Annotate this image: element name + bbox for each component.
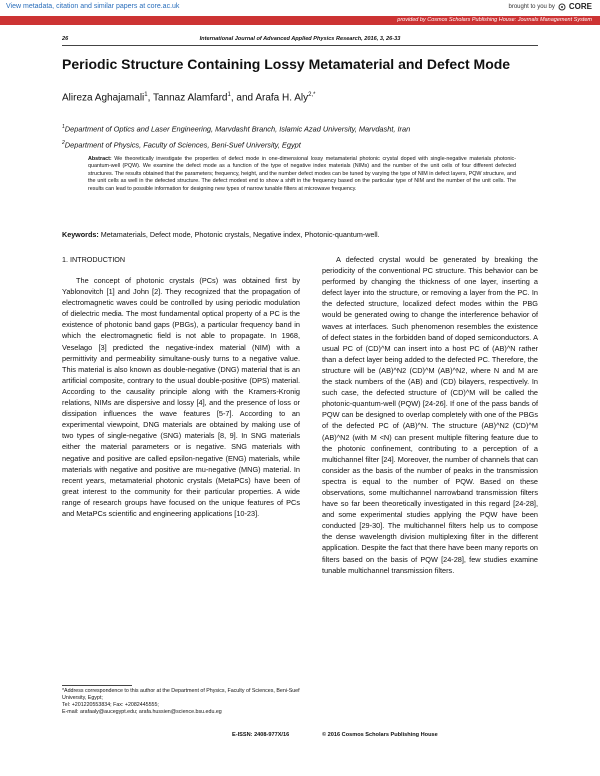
abstract bbox=[88, 156, 516, 193]
footer-copyright: © 2016 Cosmos Scholars Publishing House bbox=[322, 732, 438, 738]
core-logo-icon bbox=[558, 3, 566, 11]
page-number: 26 bbox=[62, 36, 69, 42]
affiliation bbox=[62, 140, 301, 149]
core-banner bbox=[0, 0, 600, 16]
abstract-label: Abstract: bbox=[88, 156, 112, 162]
provided-by-text[interactable]: provided by Cosmos Scholars Publishing House: Journals Management System bbox=[397, 17, 592, 23]
header-rule bbox=[62, 45, 538, 46]
provided-by-bar bbox=[0, 16, 600, 25]
footnote-line: *Address correspondence to this author at the Department of Physics, Faculty of Sciences, Beni-Suef University, Egypt; bbox=[62, 688, 300, 701]
affiliation bbox=[62, 124, 410, 133]
correspondence-footnote bbox=[62, 688, 302, 716]
keywords bbox=[62, 230, 538, 239]
paper-title: Periodic Structure Containing Lossy Metamaterial and Defect Mode bbox=[62, 56, 511, 72]
author-name: Alireza Aghajamali bbox=[62, 92, 145, 104]
keywords-text: Metamaterials, Defect mode, Photonic crystals, Negative index, Photonic-quantum-well. bbox=[100, 230, 380, 239]
brought-to-you-text: brought to you by bbox=[508, 3, 555, 10]
body-column-left: The concept of photonic crystals (PCs) was obtained first by Yablonovitch [1] and John [2]. They recognized that the propagation of electromagnetic waves could be controlled by using periodic modulation of dielectric media. The most fundamental optical property of a PC is the existence of photonic band gaps (PBGs), a particular frequency band in which the electromagnetic field is not able to propagate. In 1968, Veselago [3] predicted the negative-index material (NIM) with a permittivity and permeability simultane-ously turns to a negative value. This material is also known as double-negative (DNG) material that is an artificial composite, contrary to the usual double-positive (DPS) material. According to the causality principle along with the Kramers-Kronig relations, NIMs are dispersive and lossy [4], and the presence of loss or dissipation influences the wave features [5-7]. According to an experimental viewpoint, DNG materials are obtained by making use of two types of single-negative (SNG) materials [8, 9]. In SNG materials either the material parameters or is negative. SNG materials with negative and positive are called epsilon-negative (ENG) materials, while materials with negative and positive are mu-negative (MNG) material. In recent years, metamaterial photonic crystals (MetaPCs) have been of great interest to the community for their particular properties. A wide range of research groups have focused on the unique features of PCs and MetaPCs scientific and engineering applications [10-23]. bbox=[62, 276, 300, 518]
affiliation-sup: 1 bbox=[62, 124, 65, 130]
footnote-rule bbox=[62, 685, 132, 686]
author-separator: , and bbox=[230, 92, 256, 104]
journal-citation: International Journal of Advanced Applied Physics Research, 2016, 3, 26-33 bbox=[199, 36, 401, 42]
footnote-line: Tel: +201220553834; Fax: +2082445555; bbox=[62, 702, 159, 708]
author-separator: , bbox=[147, 92, 153, 104]
author-affil-sup: 2,* bbox=[308, 92, 316, 98]
footer-issn: E-ISSN: 2408-977X/16 bbox=[232, 732, 290, 738]
body-column-right: A defected crystal would be generated by breaking the periodicity of the conventional PC structure. This behavior can be performed by changing the thickness of one layer, inserting a defect layer into the structure, or removing a layer from the PC. In the defected structure, localized defect modes within the PBG would be generated owing to change the interference behavior of waves at interfaces. Such phenomenon resembles the existence of defect states in the forbidden band of doped semiconductors. A usual PC of (CD)^M can insert into a host PC of (AB)^N rather than a defect layer being added to the defected PC. Therefore, the structure will be (AB)^N2 (CD)^M (AB)^N2, where N and M are the stack numbers of the (AB) and (CD) bilayers, respectively. In such case, the defected structure of (CD)^M will be called the photonic-quantum-well (PQW) [24-26]. If one of the pass bands of PQW can be designed to overlap completely with one of the PBGs of the defected PC of (AB)^N. The structure (AB)^N2 (CD)^M (AB)^N2 (with M <N) can present multiple filtering feature due to the photonic confinement, contributing to a perception of a multichannel filter [24]. Moreover, the number of channels that can consider as the basis of the number of peaks in the transmission spectra is equal to the number of PQW. Based on these observations, some multichannel narrowband transmission filters have so far been theoretically investigated in this regard [24-28], and some experimental studies applying the PQW have been conducted [29-30]. The multichannel filters help us to compose the dense wavelength division multiplexing filter in the different application. Despite the fact that there have been many reports on filters based on the basis of PQW [24-28], few studies examine tunable multichannel transmission filters. bbox=[322, 255, 538, 575]
footnote-line: E-mail: arafaaly@aucegypt.edu; arafa.hussien@science.bsu.edu.eg bbox=[62, 709, 222, 715]
author-affil-sup: 1 bbox=[144, 92, 148, 98]
core-logo-text[interactable]: CORE bbox=[568, 2, 592, 11]
abstract-text: We theoretically investigate the properties of defect mode in one-dimensional lossy metamaterial photonic crystal doped with single-negative materials photonic-quantum-well (PQW). We examine the defect mode as a function of the type of negative index materials (NIMs) and the number of the unit cells of four different defected structures. The results obtained that the parameters; frequency, height, and the number defect modes can be tuned by varying the type of NIM in defect layers, PQW structure, and the unit cells as well in the defected structure. The defect modest end to show a shift in the frequency based on the particular type of NIM and the number of the unit cells. The results can lead to possible information for designing new types of narrow tunable filters at microwave frequency. bbox=[88, 156, 517, 192]
core-metadata-link[interactable]: View metadata, citation and similar papers at core.ac.uk bbox=[6, 3, 180, 10]
author-list bbox=[62, 92, 315, 103]
section-heading: 1. INTRODUCTION bbox=[62, 255, 126, 264]
author-name: Arafa H. Aly bbox=[255, 92, 309, 104]
author-name: Tannaz Alamfard bbox=[153, 92, 228, 104]
affiliation-text: Department of Optics and Laser Engineering, Marvdasht Branch, Islamic Azad University, Marvdasht, Iran bbox=[64, 124, 411, 134]
core-brand bbox=[509, 2, 593, 11]
affiliation-text: Department of Physics, Faculty of Sciences, Beni-Suef University, Egypt bbox=[64, 140, 301, 150]
author-affil-sup: 1 bbox=[227, 92, 231, 98]
keywords-label: Keywords: bbox=[62, 230, 99, 239]
affiliation-sup: 2 bbox=[62, 140, 65, 146]
